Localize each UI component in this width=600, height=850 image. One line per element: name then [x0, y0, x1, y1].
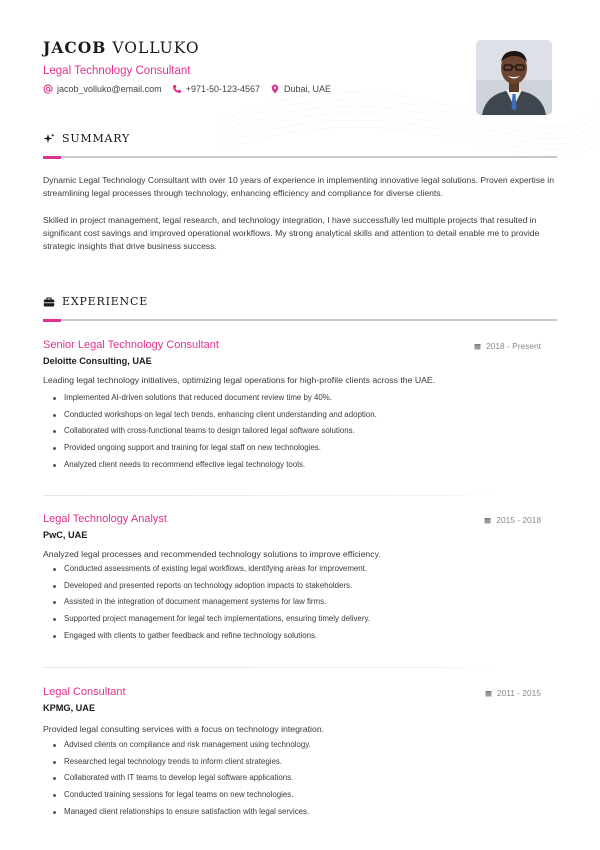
bullet-dot	[53, 635, 56, 638]
list-item	[53, 561, 370, 578]
list-item	[53, 611, 370, 628]
job-dates	[484, 515, 541, 525]
list-item	[53, 594, 370, 611]
bullet-dot	[53, 568, 56, 571]
bullet-text: Supported project management for legal tech implementations, ensuring timely delivery.	[64, 614, 370, 624]
summary-rule-accent	[43, 156, 61, 159]
summary-heading	[43, 132, 130, 145]
list-item	[53, 390, 377, 407]
bullet-dot	[53, 777, 56, 780]
bullet-dot	[53, 397, 56, 400]
bullet-dot	[53, 601, 56, 604]
list-item	[53, 440, 377, 457]
phone-icon	[172, 84, 182, 94]
bullet-dot	[53, 618, 56, 621]
bullet-text: Conducted training sessions for legal teams on new technologies.	[64, 790, 294, 800]
bullet-dot	[53, 794, 56, 797]
email-text: jacob_volluko@email.com	[57, 84, 162, 94]
bullet-dot	[53, 761, 56, 764]
job-bullets	[53, 561, 370, 645]
list-item	[53, 754, 311, 771]
experience-rule-accent	[43, 319, 61, 322]
bullet-text: Conducted workshops on legal tech trends, enhancing client understanding and adoption.	[64, 409, 377, 419]
job-description: Leading legal technology initiatives, optimizing legal operations for high-profile clients across the UAE.	[43, 375, 436, 385]
job-description: Provided legal consulting services with a focus on technology integration.	[43, 724, 325, 734]
summary-heading-text: SUMMARY	[62, 132, 131, 145]
summary-paragraph-2: Skilled in project management, legal research, and technology integration, I have successfully led multiple projects that resulted in significant cost savings and improved operational workflows. My strong analytical skills and attention to detail enable me to provide strategic insights that drive business success.	[43, 215, 540, 252]
bullet-text: Developed and presented reports on technology adoption impacts to stakeholders.	[64, 580, 353, 590]
bullet-text: Advised clients on compliance and risk management using technology.	[64, 740, 311, 749]
calendar-icon	[485, 690, 492, 697]
bullet-dot	[53, 447, 56, 450]
phone-text: +971-50-123-4567	[185, 84, 260, 94]
first-name: JACOB	[43, 38, 107, 57]
bullet-text: Engaged with clients to gather feedback and refine technology solutions.	[64, 630, 318, 640]
bullet-text: Collaborated with cross-functional teams to design tailored legal software solutions.	[64, 426, 355, 436]
location-text: Dubai, UAE	[284, 84, 332, 94]
bullet-dot	[53, 811, 56, 814]
entry-divider	[43, 495, 500, 496]
bullet-dot	[53, 585, 56, 588]
phone-contact[interactable]	[172, 84, 260, 94]
list-item	[53, 578, 370, 595]
bullet-text: Conducted assessments of existing legal workflows, identifying areas for improvement.	[64, 564, 368, 573]
job-bullets	[53, 737, 311, 821]
bullet-text: Assisted in the integration of document management systems for law firms.	[64, 597, 327, 607]
job-description: Analyzed legal processes and recommended technology solutions to improve efficiency.	[43, 549, 381, 559]
job-role: Legal Consultant	[43, 686, 126, 698]
profile-photo	[476, 40, 552, 115]
job-company: KPMG, UAE	[43, 703, 96, 713]
candidate-title: Legal Technology Consultant	[43, 65, 191, 77]
list-item	[53, 407, 377, 424]
bullet-dot	[53, 744, 56, 747]
job-company: PwC, UAE	[43, 530, 88, 540]
job-company: Deloitte Consulting, UAE	[43, 356, 152, 366]
sparkle-icon	[43, 133, 55, 145]
list-item	[53, 804, 311, 821]
experience-rule	[43, 319, 557, 321]
location-pin-icon	[270, 84, 280, 94]
bullet-dot	[53, 414, 56, 417]
bullet-text: Implemented AI-driven solutions that reduced document review time by 40%.	[64, 393, 332, 402]
list-item	[53, 787, 311, 804]
list-item	[53, 737, 311, 754]
job-dates	[485, 688, 541, 698]
job-dates-text: 2011 - 2015	[496, 688, 541, 698]
bullet-text: Provided ongoing support and training for legal staff on new technologies.	[64, 443, 321, 453]
job-dates-text: 2015 - 2018	[496, 515, 541, 525]
list-item	[53, 423, 377, 440]
contact-info	[43, 84, 341, 94]
briefcase-icon	[43, 296, 55, 308]
list-item	[53, 457, 377, 474]
summary-rule	[43, 156, 557, 158]
bullet-text: Analyzed client needs to recommend effective legal technology tools.	[64, 459, 306, 469]
list-item	[53, 628, 370, 645]
bullet-text: Managed client relationships to ensure satisfaction with legal services.	[64, 806, 310, 816]
list-item	[53, 770, 311, 787]
calendar-icon	[474, 343, 481, 350]
experience-heading-text: EXPERIENCE	[62, 295, 149, 308]
bullet-dot	[53, 430, 56, 433]
entry-divider	[43, 667, 500, 668]
candidate-name	[43, 38, 200, 57]
job-role: Legal Technology Analyst	[43, 513, 167, 525]
job-role: Senior Legal Technology Consultant	[43, 339, 219, 351]
job-bullets	[53, 390, 377, 474]
experience-heading	[43, 295, 148, 308]
job-dates-text: 2018 - Present	[486, 341, 541, 351]
location-contact	[270, 84, 331, 94]
at-sign-icon	[43, 84, 53, 94]
calendar-icon	[484, 517, 491, 524]
bullet-text: Researched legal technology trends to inform client strategies.	[64, 756, 282, 766]
last-name: VOLLUKO	[112, 39, 200, 57]
email-contact[interactable]	[43, 84, 162, 94]
bullet-text: Collaborated with IT teams to develop legal software applications.	[64, 773, 294, 783]
bullet-dot	[53, 464, 56, 467]
summary-paragraph-1: Dynamic Legal Technology Consultant with over 10 years of experience in implementing innovative legal solutions. Proven expertise in streamlining legal processes through technology, enhancing efficiency and compliance for diverse clients.	[43, 175, 554, 199]
job-dates	[474, 341, 541, 351]
